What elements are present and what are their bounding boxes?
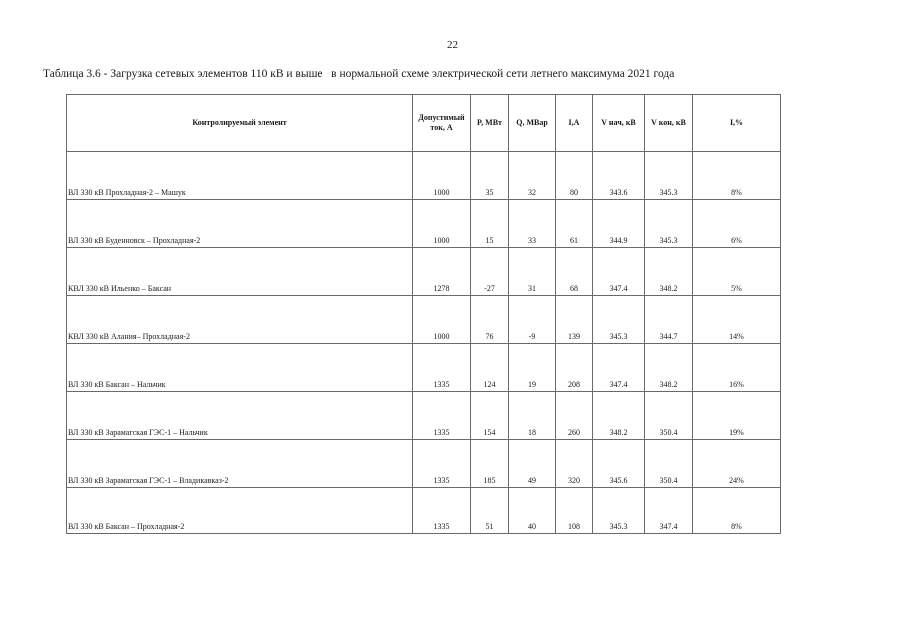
cell-allowed-current: 1335: [413, 344, 471, 392]
header-load-percent: I,%: [693, 95, 781, 152]
header-voltage-start: V нач, кВ: [593, 95, 645, 152]
cell-active-power: -27: [471, 248, 509, 296]
page-number: 22: [447, 39, 458, 51]
cell-load-percent: 8%: [693, 488, 781, 534]
network-load-table: [66, 94, 781, 534]
cell-reactive-power: 31: [509, 248, 556, 296]
cell-current: 68: [556, 248, 593, 296]
cell-voltage-start: 345.3: [593, 488, 645, 534]
cell-allowed-current: 1335: [413, 392, 471, 440]
cell-element: ВЛ 330 кВ Зарамагская ГЭС-1 – Нальчик: [67, 392, 413, 440]
cell-reactive-power: 18: [509, 392, 556, 440]
cell-reactive-power: -9: [509, 296, 556, 344]
cell-reactive-power: 33: [509, 200, 556, 248]
cell-allowed-current: 1000: [413, 200, 471, 248]
cell-current: 260: [556, 392, 593, 440]
cell-reactive-power: 40: [509, 488, 556, 534]
cell-load-percent: 19%: [693, 392, 781, 440]
cell-element: КВЛ 330 кВ Ильенко – Баксан: [67, 248, 413, 296]
table-row: [67, 440, 781, 488]
cell-active-power: 15: [471, 200, 509, 248]
cell-element: ВЛ 330 кВ Зарамагская ГЭС-1 – Владикавказ-2: [67, 440, 413, 488]
cell-active-power: 124: [471, 344, 509, 392]
cell-voltage-end: 350.4: [645, 440, 693, 488]
cell-active-power: 185: [471, 440, 509, 488]
cell-allowed-current: 1000: [413, 152, 471, 200]
table-row: [67, 152, 781, 200]
cell-element: ВЛ 330 кВ Баксан – Прохладная-2: [67, 488, 413, 534]
table-caption: Таблица 3.6 - Загрузка сетевых элементов 110 кВ и выше в нормальной схеме электрической сети летнего максимума 2021 года: [43, 68, 675, 80]
table-row: [67, 344, 781, 392]
cell-current: 80: [556, 152, 593, 200]
cell-voltage-start: 343.6: [593, 152, 645, 200]
cell-load-percent: 14%: [693, 296, 781, 344]
cell-voltage-start: 345.6: [593, 440, 645, 488]
cell-current: 108: [556, 488, 593, 534]
header-allowed-current: Допустимый ток, А: [413, 95, 471, 152]
cell-voltage-start: 347.4: [593, 248, 645, 296]
header-element: Контролируемый элемент: [67, 95, 413, 152]
cell-voltage-end: 348.2: [645, 344, 693, 392]
cell-allowed-current: 1335: [413, 488, 471, 534]
cell-element: ВЛ 330 кВ Прохладная-2 – Машук: [67, 152, 413, 200]
cell-element: КВЛ 330 кВ Алания– Прохладная-2: [67, 296, 413, 344]
cell-active-power: 76: [471, 296, 509, 344]
cell-allowed-current: 1000: [413, 296, 471, 344]
cell-voltage-end: 344.7: [645, 296, 693, 344]
cell-voltage-start: 344.9: [593, 200, 645, 248]
cell-reactive-power: 49: [509, 440, 556, 488]
table-row: [67, 248, 781, 296]
cell-element: ВЛ 330 кВ Буденновск – Прохладная-2: [67, 200, 413, 248]
table-row: [67, 296, 781, 344]
header-voltage-end: V кон, кВ: [645, 95, 693, 152]
cell-load-percent: 24%: [693, 440, 781, 488]
header-active-power: P, МВт: [471, 95, 509, 152]
table-row: [67, 392, 781, 440]
cell-current: 320: [556, 440, 593, 488]
cell-reactive-power: 19: [509, 344, 556, 392]
cell-allowed-current: 1278: [413, 248, 471, 296]
header-current: I,А: [556, 95, 593, 152]
cell-voltage-end: 347.4: [645, 488, 693, 534]
cell-voltage-end: 345.3: [645, 152, 693, 200]
cell-voltage-end: 345.3: [645, 200, 693, 248]
cell-current: 61: [556, 200, 593, 248]
cell-voltage-end: 348.2: [645, 248, 693, 296]
table-row: [67, 200, 781, 248]
cell-current: 208: [556, 344, 593, 392]
table-header-row: [67, 95, 781, 152]
cell-voltage-start: 348.2: [593, 392, 645, 440]
cell-current: 139: [556, 296, 593, 344]
cell-load-percent: 8%: [693, 152, 781, 200]
cell-voltage-start: 347.4: [593, 344, 645, 392]
cell-load-percent: 16%: [693, 344, 781, 392]
cell-active-power: 35: [471, 152, 509, 200]
table-row: [67, 488, 781, 534]
cell-load-percent: 5%: [693, 248, 781, 296]
cell-allowed-current: 1335: [413, 440, 471, 488]
cell-active-power: 154: [471, 392, 509, 440]
cell-element: ВЛ 330 кВ Баксан – Нальчик: [67, 344, 413, 392]
cell-active-power: 51: [471, 488, 509, 534]
cell-voltage-end: 350.4: [645, 392, 693, 440]
cell-reactive-power: 32: [509, 152, 556, 200]
cell-voltage-start: 345.3: [593, 296, 645, 344]
header-reactive-power: Q, МВар: [509, 95, 556, 152]
cell-load-percent: 6%: [693, 200, 781, 248]
